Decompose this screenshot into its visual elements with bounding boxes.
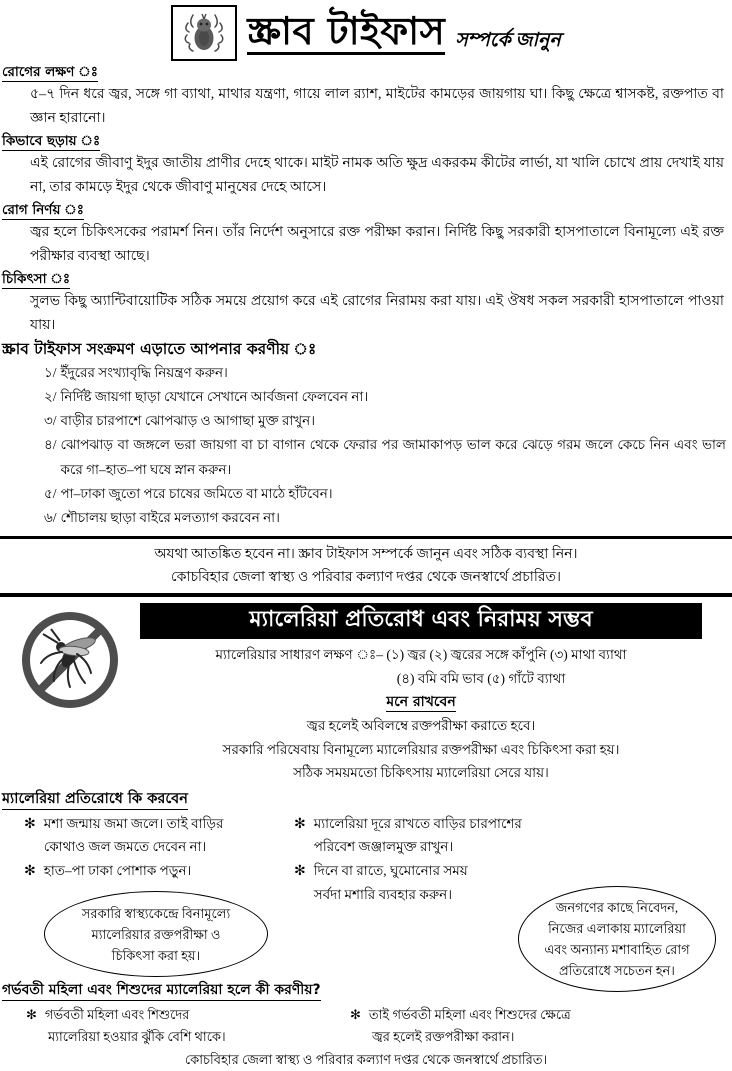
malaria-symptoms-line-2: (৪) বমি বমি ভাব (৫) গাঁটে ব্যাথা <box>396 670 566 686</box>
public-appeal-callout <box>518 886 716 992</box>
poster-title-suffix: সম্পর্কে জানুন <box>455 30 561 51</box>
callout-line: সরকারি স্বাস্থ্যকেন্দ্রে বিনামূল্যে <box>81 905 231 921</box>
item-text: ঝোপঝাড় বা জঙ্গলে ভরা জায়গা বা চা বাগান থেকে ফেরার পর জামাকাপড় ভাল করে ঝেড়ে গরম জলে কেচে নিন এবং ভাল করে গা–হাত–পা ঘষে স্নান করুন। <box>60 437 726 477</box>
malaria-top <box>0 603 732 784</box>
transmission-body: এই রোগের জীবাণু ইদুর জাতীয় প্রাণীর দেহে থাকে। মাইট নামক অতি ক্ষুদ্র একরকম কীটের লার্ভা, যা খালি চোখে প্রায় দেখাই যায় না, তার কামড়ে ইদুর থেকে জীবাণু মানুষের দেহে আসে। <box>30 155 724 195</box>
list-item <box>350 1004 732 1027</box>
star-bullet-icon: ✻ <box>350 1006 361 1022</box>
item-text: বাড়ীর চারপাশে ঝোপঝাড় ও আগাছা মুক্ত রাখুন। <box>60 413 316 429</box>
list-item <box>44 433 726 482</box>
bullet-line: গর্ভবতী মহিলা এবং শিশুদের <box>44 1006 190 1022</box>
malaria-symptoms-line-1: ম্যালেরিয়ার সাধারণ লক্ষণ ঃ– (১) জ্বর (২) জ্বরের সঙ্গে কাঁপুনি (৩) মাথা ব্যাথা <box>215 646 627 662</box>
remember-heading: মনে রাখবেন <box>386 693 455 712</box>
diagnosis-body: জ্বর হলে চিকিৎসকের পরামর্শ নিন। তাঁর নির্দেশ অনুসারে রক্ত পরীক্ষা করান। নির্দিষ্ট কিছু সরকারী হাসপাতালে বিনামূল্যে এই রক্ত পরীক্ষার ব্যবস্থা আছে। <box>30 224 724 265</box>
pregnant-children-columns <box>0 1004 732 1050</box>
star-bullet-icon: ✻ <box>294 815 306 832</box>
scrub-closing-line-2: কোচবিহার জেলা স্বাস্থ্য ও পরিবার কল্যাণ দপ্তর থেকে জনস্বার্থে প্রচারিত। <box>170 569 562 585</box>
bullet-line: তাই গর্ভবতী মহিলা এবং শিশুদের ক্ষেত্রে <box>368 1006 571 1022</box>
item-text: শৌচালয় ছাড়া বাইরে মলত্যাগ করবেন না। <box>60 510 280 526</box>
remember-line-1: জ্বর হলেই অবিলম্বে রক্তপরীক্ষা করাতে হবে। <box>306 718 536 734</box>
item-text: ইঁদুরের সংখ্যাবৃদ্ধি নিয়ন্ত্রণ করুন। <box>60 364 228 380</box>
pregnant-left-column <box>0 1004 340 1050</box>
treatment-body: সুলভ কিছু অ্যান্টিবায়োটিক সঠিক সময়ে প্রয়োগ করে এই রোগের নিরাময় করা যায়। এই ঔষধ সকল সরকারী হাসপাতালে পাওয়া যায়। <box>30 293 724 334</box>
scrub-closing-line-1: অযথা আতঙ্কিত হবেন না। স্ক্রাব টাইফাস সম্পর্কে জানুন এবং সঠিক ব্যবস্থা নিন। <box>154 546 578 562</box>
item-number: ৩/ <box>44 413 57 429</box>
item-number: ২/ <box>44 388 57 404</box>
callout-line: জনগণের কাছে নিবেদন, <box>555 899 679 915</box>
callout-line: এবং অন্যান্য মশাবাহিত রোগ <box>544 941 690 957</box>
scrub-typhus-header <box>0 0 732 62</box>
malaria-prevention-columns <box>0 812 732 978</box>
treatment-section <box>0 269 732 338</box>
transmission-section <box>0 131 732 200</box>
scrub-prevention-list <box>44 361 726 531</box>
item-text: নির্দিষ্ট জায়গা ছাড়া যেখানে সেখানে আর্বজনা ফেলবেন না। <box>60 388 369 404</box>
treatment-heading: চিকিৎসা ঃ <box>2 271 71 288</box>
malaria-right-column <box>140 603 732 784</box>
list-item <box>24 812 288 858</box>
item-text: পা–ঢাকা জুতো পরে চাষের জমিতে বা মাঠে হাঁটবেন। <box>60 485 333 501</box>
item-number: ৪/ <box>44 437 57 453</box>
symptoms-heading: রোগের লক্ষণ ঃ <box>2 64 98 80</box>
malaria-banner-title: ম্যালেরিয়া প্রতিরোধ এবং নিরাময় সম্ভব <box>140 603 702 639</box>
no-mosquito-image-box <box>0 603 140 713</box>
scrub-prevention-heading: স্ক্রাব টাইফাস সংক্রমণ এড়াতে আপনার করণীয় ঃ <box>2 340 317 359</box>
remember-line-3: সঠিক সময়মতো চিকিৎসায় ম্যালেরিয়া সেরে যায়। <box>293 764 549 780</box>
prevention-left-column <box>0 812 288 978</box>
divider-rule-top <box>0 536 732 539</box>
bullet-line: জ্বর হলেই রক্তপরীক্ষা করান। <box>372 1029 515 1045</box>
item-number: ১/ <box>44 364 57 380</box>
transmission-heading: কিভাবে ছড়ায় ঃ <box>2 133 101 150</box>
bullet-line: দিনে বা রাতে, ঘুমোনোর সময় <box>313 863 468 879</box>
callout-line: প্রতিরোধে সচেতন হন। <box>559 962 675 978</box>
no-mosquito-icon <box>17 607 123 713</box>
callout-line: চিকিৎসা করা হয়। <box>111 947 201 963</box>
item-number: ৫/ <box>44 485 57 501</box>
list-item <box>24 859 288 883</box>
list-item <box>44 482 726 506</box>
bullet-line: ম্যালেরিয়া হওয়ার ঝুঁকি বেশি থাকে। <box>48 1029 226 1045</box>
list-item <box>26 1004 340 1027</box>
pregnant-right-column <box>340 1004 732 1050</box>
pregnant-children-heading: গর্ভবতী মহিলা এবং শিশুদের ম্যালেরিয়া হলে কী করণীয়? <box>2 981 321 1000</box>
item-number: ৬/ <box>44 510 57 526</box>
poster-title: স্ক্রাব টাইফাস <box>247 8 446 53</box>
list-item <box>44 361 726 385</box>
bullet-line: ম্যালেরিয়া দূরে রাখতে বাড়ির চারপাশের <box>313 815 522 831</box>
list-item <box>294 812 732 858</box>
bullet-line: মশা জন্মায় জমা জলে। তাই বাড়ির <box>43 815 224 831</box>
symptoms-section <box>0 62 732 131</box>
callout-line: ম্যালেরিয়ার রক্তপরীক্ষা ও <box>91 926 221 942</box>
poster-footer: কোচবিহার জেলা স্বাস্থ্য ও পরিবার কল্যাণ দপ্তর থেকে জনস্বার্থে প্রচারিত। <box>184 1052 548 1068</box>
star-bullet-icon: ✻ <box>24 863 36 880</box>
bullet-line: সর্বদা মশারি ব্যবহার করুন। <box>313 886 453 902</box>
malaria-prevention-heading: ম্যালেরিয়া প্রতিরোধে কি করবেন <box>2 790 188 810</box>
symptoms-body: ৫–৭ দিন ধরে জ্বর, সঙ্গে গা ব্যাথা, মাথার যন্ত্রণা, গায়ে লাল র‍্যাশ, মাইটের কামড়ের জায়গায় ঘা। কিছু ক্ষেত্রে শ্বাসকষ্ট, রক্তপাত বা জ্ঞান হারানো। <box>30 86 724 126</box>
list-item <box>44 409 726 433</box>
diagnosis-heading: রোগ নির্ণয় ঃ <box>2 202 84 219</box>
divider-rule-bottom <box>0 593 732 597</box>
bullet-line: হাত–পা ঢাকা পোশাক পড়ুন। <box>43 863 192 879</box>
bullet-line: কোথাও জল জমতে দেবেন না। <box>43 839 207 855</box>
free-testing-callout <box>44 891 268 977</box>
star-bullet-icon: ✻ <box>24 815 36 832</box>
tick-mite-icon <box>181 11 227 55</box>
star-bullet-icon: ✻ <box>26 1006 37 1022</box>
list-item <box>44 506 726 530</box>
callout-line: নিজের এলাকায় ম্যালেরিয়া <box>548 920 686 936</box>
remember-line-2: সরকারি পরিষেবায় বিনামূল্যে ম্যালেরিয়ার রক্তপরীক্ষা এবং চিকিৎসা করা হয়। <box>222 741 620 757</box>
diagnosis-section <box>0 200 732 269</box>
bullet-line: পরিবেশ জঞ্জালমুক্ত রাখুন। <box>313 839 454 855</box>
star-bullet-icon: ✻ <box>294 863 306 880</box>
tick-mite-image-box <box>171 5 237 61</box>
list-item <box>44 385 726 409</box>
